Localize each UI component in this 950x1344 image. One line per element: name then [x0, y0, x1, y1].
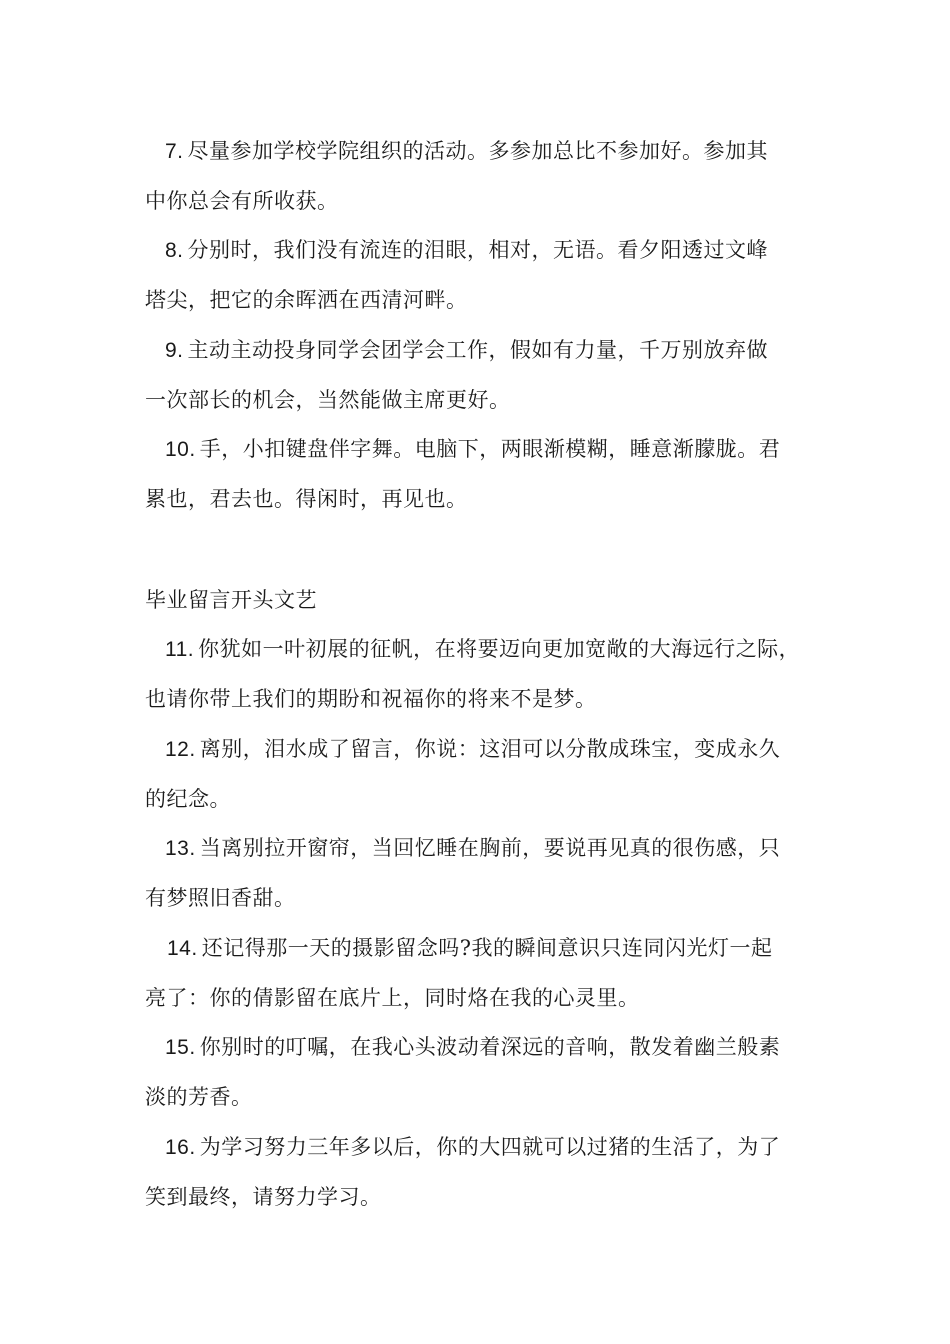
item-text: 离别，泪水成了留言，你说：这泪可以分散成珠宝，变成永久 [199, 737, 781, 761]
item-11-line-2: 也请你带上我们的期盼和祝福你的将来不是梦。 [145, 687, 597, 711]
item-text: 为学习努力三年多以后，你的大四就可以过猪的生活了，为了 [199, 1135, 781, 1159]
item-8-line-1 [165, 236, 768, 265]
item-number: 7. [165, 140, 184, 163]
item-text: 主动主动投身同学会团学会工作，假如有力量，千万别放弃做 [187, 338, 769, 362]
item-text: 还记得那一天的摄影留念吗?我的瞬间意识只连同闪光灯一起 [201, 936, 773, 960]
item-text: 手，小扣键盘伴字舞。电脑下，两眼渐模糊，睡意渐朦胧。君 [199, 437, 781, 461]
item-11-line-1 [165, 635, 800, 664]
item-8-line-2: 塔尖，把它的余晖洒在西清河畔。 [145, 288, 468, 312]
item-text: 你别时的叮嘱，在我心头波动着深远的音响，散发着幽兰般素 [199, 1035, 781, 1059]
item-16-line-2: 笑到最终，请努力学习。 [145, 1185, 382, 1209]
item-10-line-1 [165, 435, 780, 464]
item-number: 8. [165, 239, 184, 262]
item-number: 13. [165, 837, 196, 860]
item-number: 10. [165, 438, 196, 461]
item-9-line-1 [165, 336, 768, 365]
item-number: 16. [165, 1136, 196, 1159]
item-14-line-2: 亮了：你的倩影留在底片上，同时烙在我的心灵里。 [145, 986, 640, 1010]
item-number: 15. [165, 1036, 196, 1059]
item-number: 11. [165, 638, 195, 661]
item-text: 尽量参加学校学院组织的活动。多参加总比不参加好。参加其 [187, 139, 769, 163]
item-number: 9. [165, 339, 184, 362]
item-number: 12. [165, 738, 196, 761]
item-16-line-1 [165, 1133, 780, 1162]
item-13-line-1 [165, 834, 780, 863]
item-14-line-1 [167, 934, 772, 963]
item-9-line-2: 一次部长的机会，当然能做主席更好。 [145, 388, 511, 412]
item-12-line-2: 的纪念。 [145, 787, 231, 811]
item-10-line-2: 累也，君去也。得闲时，再见也。 [145, 487, 468, 511]
item-text: 你犹如一叶初展的征帆，在将要迈向更加宽敞的大海远行之际， [198, 637, 801, 661]
item-15-line-2: 淡的芳香。 [145, 1085, 253, 1109]
section-heading: 毕业留言开头文艺 [145, 588, 317, 612]
item-13-line-2: 有梦照旧香甜。 [145, 886, 296, 910]
item-text: 分别时，我们没有流连的泪眼，相对，无语。看夕阳透过文峰 [187, 238, 769, 262]
item-7-line-1 [165, 137, 768, 166]
item-12-line-1 [165, 735, 780, 764]
item-number: 14. [167, 937, 198, 960]
item-15-line-1 [165, 1033, 780, 1062]
item-text: 当离别拉开窗帘，当回忆睡在胸前，要说再见真的很伤感，只 [199, 836, 781, 860]
item-7-line-2: 中你总会有所收获。 [145, 189, 339, 213]
